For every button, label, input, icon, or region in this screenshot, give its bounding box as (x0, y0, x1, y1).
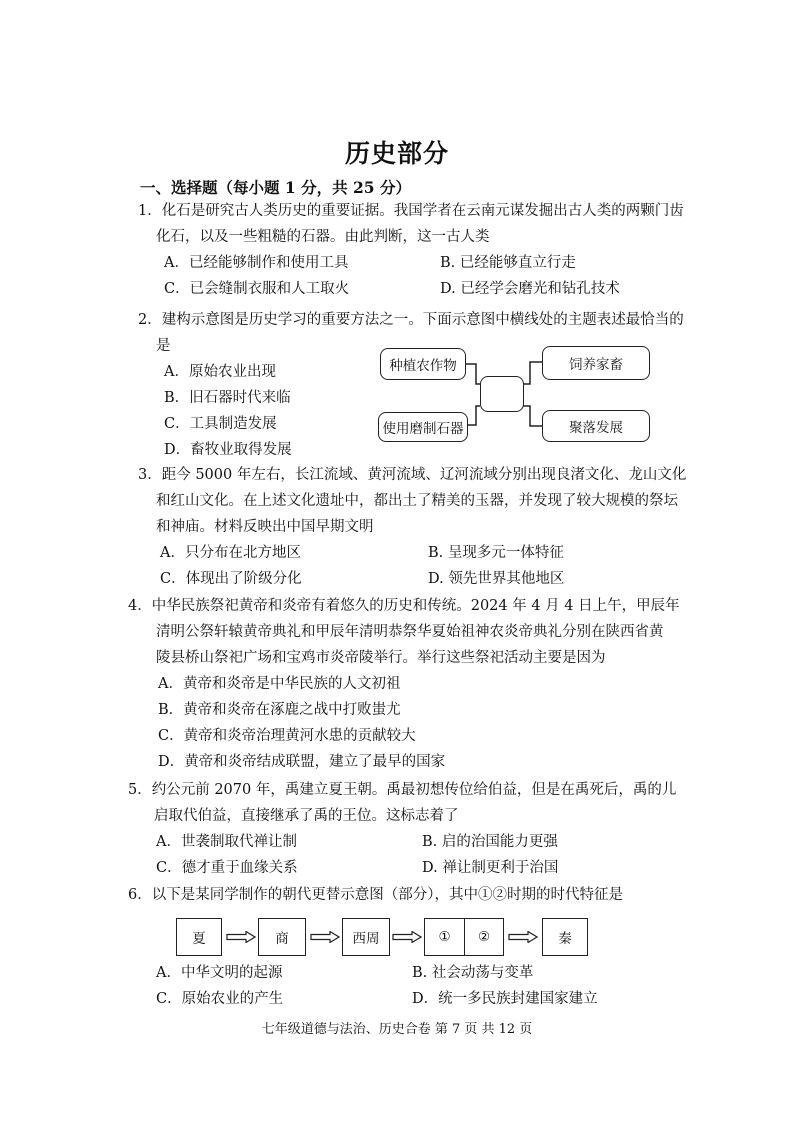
page-footer: 七年级道德与法治、历史合卷 第 7 页 共 12 页 (261, 1022, 533, 1037)
q6-option-d: D．统一多民族封建国家建立 (412, 991, 598, 1007)
q3-option-d: D. 领先世界其他地区 (428, 571, 565, 587)
q2-option-a: A．原始农业出现 (164, 364, 276, 380)
arrow-icon (392, 931, 422, 943)
q3-option-a: A．只分布在北方地区 (160, 545, 301, 561)
dynasty-box-xia: 夏 (176, 918, 222, 956)
q1-option-d: D. 已经学会磨光和钻孔技术 (440, 281, 620, 297)
q1-option-b: B. 已经能够直立行走 (440, 255, 576, 271)
dynasty-box-qin: 秦 (542, 918, 588, 956)
q4-option-b: B．黄帝和炎帝在涿鹿之战中打败蚩尤 (158, 702, 401, 718)
q4-option-d: D．黄帝和炎帝结成联盟，建立了最早的国家 (158, 754, 446, 770)
arrow-icon (226, 931, 256, 943)
q3-stem-line1: 3．距今 5000 年左右，长江流域、黄河流域、辽河流域分别出现良渚文化、龙山文化 (138, 467, 687, 483)
section-heading: 一、选择题（每小题 1 分，共 25 分） (140, 178, 411, 197)
q5-option-b: B. 启的治国能力更强 (422, 834, 558, 850)
q5-stem-line1: 5．约公元前 2070 年，禹建立夏王朝。禹最初想传位给伯益，但是在禹死后，禹的儿 (128, 782, 677, 798)
q2-stem-line2: 是 (156, 338, 171, 354)
diagram-blank-box (480, 376, 524, 412)
q1-option-a: A．已经能够制作和使用工具 (164, 255, 349, 271)
q5-stem-line2: 启取代伯益，直接继承了禹的王位。这标志着了 (154, 808, 459, 824)
q3-stem-line2: 和红山文化。在上述文化遗址中，都出土了精美的玉器，并发现了较大规模的祭坛 (156, 493, 678, 509)
q6-stem-line1: 6．以下是某同学制作的朝代更替示意图（部分），其中①②时期的时代特征是 (128, 887, 623, 903)
q1-stem-line2: 化石，以及一些粗糙的石器。由此判断，这一古人类 (156, 229, 490, 245)
q5-option-c: C．德才重于血缘关系 (156, 860, 298, 876)
q4-option-a: A．黄帝和炎帝是中华民族的人文初祖 (158, 676, 401, 692)
diagram-box-right-bottom: 聚落发展 (542, 410, 650, 442)
q3-stem-line3: 和神庙。材料反映出中国早期文明 (156, 519, 374, 535)
q2-stem-line1: 2．建构示意图是历史学习的重要方法之一。下面示意图中横线处的主题表述最恰当的 (138, 312, 684, 328)
dynasty-box-shang: 商 (258, 918, 306, 956)
dynasty-box-period-1: ① (424, 918, 464, 956)
q2-option-d: D．畜牧业取得发展 (164, 442, 292, 458)
q5-option-d: D. 禅让制更利于治国 (422, 860, 559, 876)
q1-stem-line1: 1．化石是研究古人类历史的重要证据。我国学者在云南元谋发掘出古人类的两颗门齿 (138, 203, 684, 219)
q2-option-c: C．工具制造发展 (164, 416, 277, 432)
q3-option-b: B. 呈现多元一体特征 (428, 545, 564, 561)
q2-option-b: B．旧石器时代来临 (164, 390, 291, 406)
q6-option-a: A．中华文明的起源 (156, 965, 283, 981)
q2-concept-diagram (376, 344, 656, 444)
q4-stem-line3: 陵县桥山祭祀广场和宝鸡市炎帝陵举行。举行这些祭祀活动主要是因为 (156, 650, 606, 666)
dynasty-box-period-2: ② (464, 918, 504, 956)
q6-option-b: B. 社会动荡与变革 (412, 965, 534, 981)
q4-stem-line1: 4．中华民族祭祀黄帝和炎帝有着悠久的历史和传统。2024 年 4 月 4 日上午，甲辰年 (128, 598, 680, 614)
q6-option-c: C．原始农业的产生 (156, 991, 284, 1007)
arrow-icon (508, 931, 538, 943)
diagram-box-right-top: 饲养家畜 (542, 346, 650, 380)
q1-option-c: C．已会缝制衣服和人工取火 (164, 281, 350, 297)
diagram-box-left-top: 种植农作物 (380, 348, 466, 380)
q5-option-a: A．世袭制取代禅让制 (156, 834, 297, 850)
q4-option-c: C．黄帝和炎帝治理黄河水患的贡献较大 (158, 728, 416, 744)
dynasty-box-xizhou: 西周 (342, 918, 390, 956)
page-title: 历史部分 (344, 139, 449, 168)
q4-stem-line2: 清明公祭轩辕黄帝典礼和甲辰年清明恭祭华夏始祖神农炎帝典礼分别在陕西省黄 (156, 624, 664, 640)
q6-dynasty-diagram (170, 916, 610, 958)
diagram-box-left-bottom: 使用磨制石器 (378, 412, 468, 442)
q3-option-c: C．体现出了阶级分化 (160, 571, 302, 587)
arrow-icon (310, 931, 340, 943)
